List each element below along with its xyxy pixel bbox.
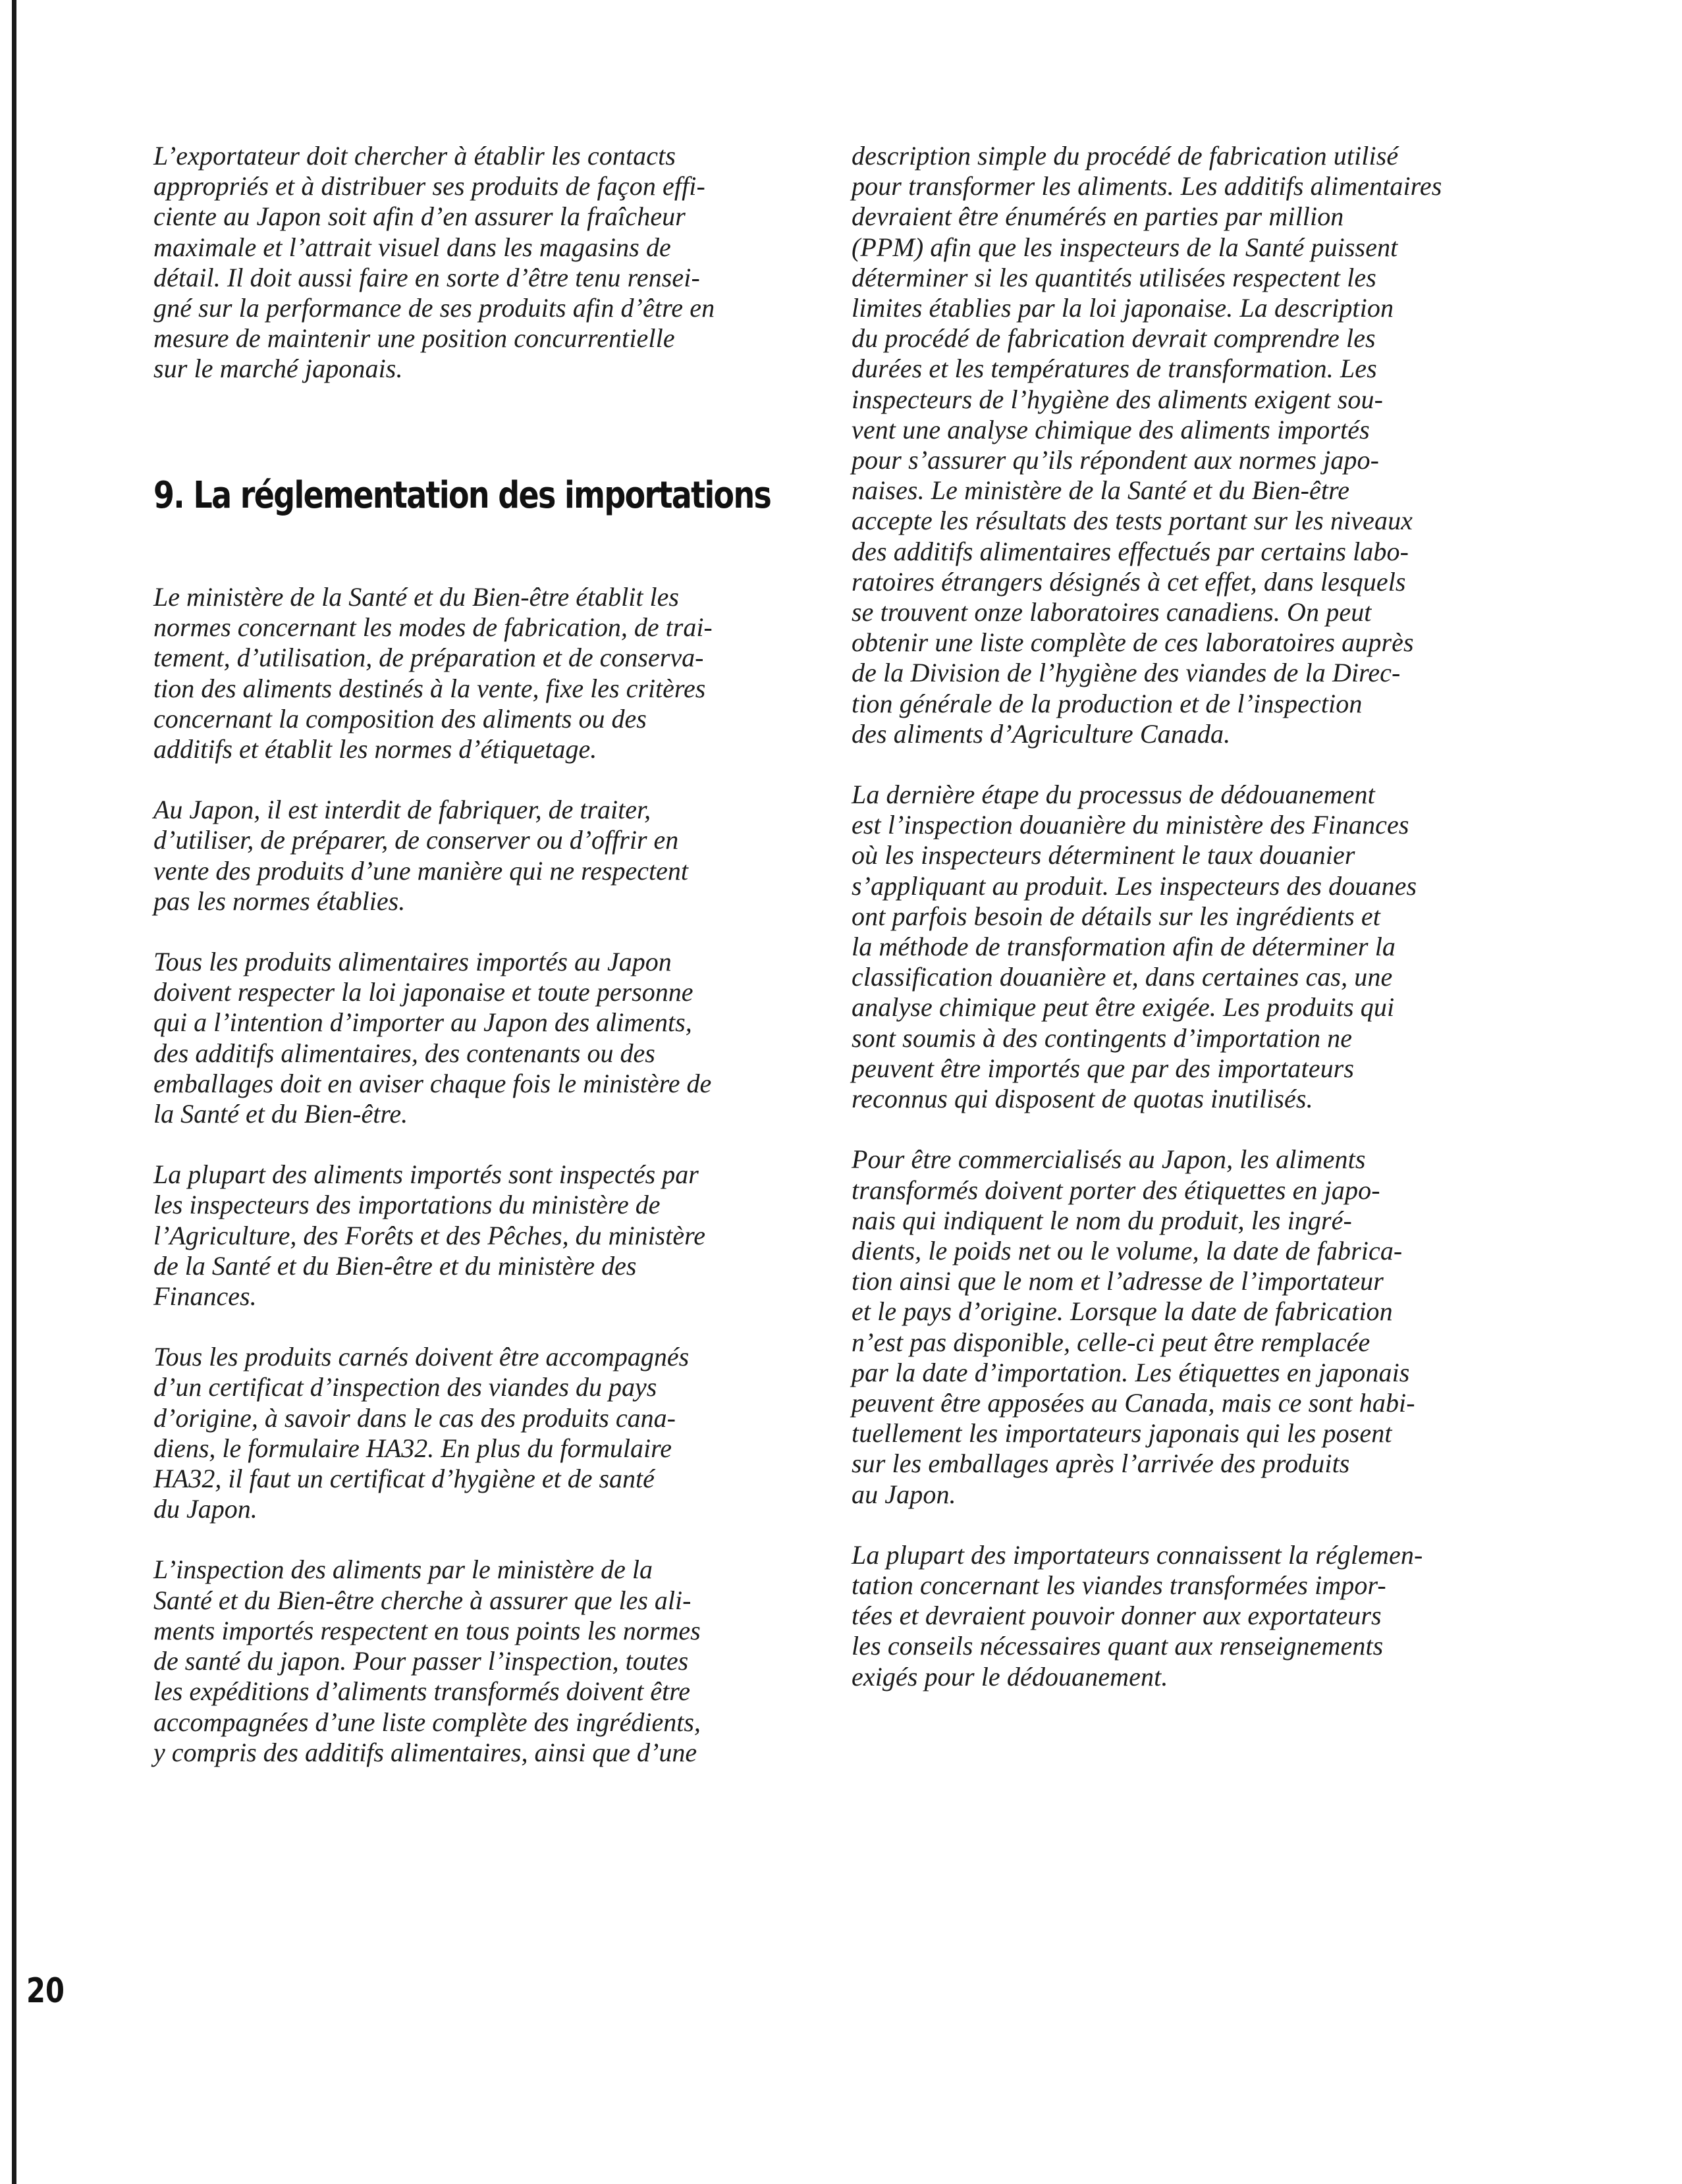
paragraph-inspection-agencies: La plupart des aliments importés sont inspectés par les inspecteurs des importations du ministère de l’Agriculture, des Forêts et des Pêches, du ministère de la Santé et du Bien-être et du ministère des Finances. — [153, 1159, 705, 1312]
paragraph-health-ministry-norms: Le ministère de la Santé et du Bien-être établit les normes concernant les modes de fabrication, de trai- tement, d’utilisation, de préparation et de conserva- tion des aliments destinés à la vente, fixe les critères concernant la composition des aliments ou des additifs et établit les normes d’étiquetage. — [153, 582, 713, 764]
page-number: 20 — [26, 1971, 65, 2011]
paragraph-food-inspection: L’inspection des aliments par le ministère de la Santé et du Bien-être cherche à assurer que les ali- ments importés respectent en tous points les normes de santé du japon. Pour passer l’inspection, toutes les expéditions d’aliments transformés doivent être accompagnées d’une liste complète des ingrédients, y compris des additifs alimentaires, ainsi que d’une — [153, 1555, 701, 1767]
page-frame-edge — [12, 0, 16, 2184]
paragraph-customs-inspection: La dernière étape du processus de dédouanement est l’inspection douanière du ministère des Finances où les inspecteurs déterminent le taux douanier s’appliquant au produit. Les inspecteurs des douanes ont parfois besoin de détails sur les ingrédients et la méthode de transformation afin de déterminer la classification douanière et, dans certaines cas, une analyse chimique peut être exigée. Les produits qui sont soumis à des contingents d’importation ne peuvent être importés que par des importateurs reconnus qui disposent de quotas inutilisés. — [852, 780, 1417, 1114]
paragraph-meat-certificate: Tous les produits carnés doivent être accompagnés d’un certificat d’inspection des viandes du pays d’origine, à savoir dans le cas des produits cana- diens, le formulaire HA32. En plus du formulaire HA32, il faut un certificat d’hygiène et de santé du Japon. — [153, 1342, 690, 1524]
paragraph-labelling: Pour être commercialisés au Japon, les aliments transformés doivent porter des étiquettes en japo- nais qui indiquent le nom du produit, les ingré- dients, le poids net ou le volume, la date de fabrica- tion ainsi que le nom et l’adresse de l’importateur et le pays d’origine. Lorsque la date de fabrication n’est pas disponible, celle-ci peut être remplacée par la date d’importation. Les étiquettes en japonais peuvent être apposées au Canada, mais ce sont habi- tuellement les importateurs japonais qui les posent sur les emballages après l’arrivée des produits au Japon. — [852, 1144, 1415, 1509]
intro-paragraph: L’exportateur doit chercher à établir les contacts appropriés et à distribuer ses produits de façon effi- ciente au Japon soit afin d’en assurer la fraîcheur maximale et l’attrait visuel dans les magasins de détail. Il doit aussi faire en sorte d’être tenu rensei- gné sur la performance de ses produits afin d’être en mesure de maintenir une position concurrentielle sur le marché japonais. — [153, 141, 715, 384]
paragraph-import-notification: Tous les produits alimentaires importés au Japon doivent respecter la loi japonaise et toute personne qui a l’intention d’importer au Japon des aliments, des additifs alimentaires, des contenants ou des emballages doit en aviser chaque fois le ministère de la Santé et du Bien-être. — [153, 947, 712, 1129]
paragraph-prohibition: Au Japon, il est interdit de fabriquer, de traiter, d’utiliser, de préparer, de conserver ou d’offrir en vente des produits d’une manière qui ne respectent pas les normes établies. — [153, 795, 688, 916]
right-column — [852, 141, 1540, 1722]
paragraph-fabrication-description: description simple du procédé de fabrication utilisé pour transformer les aliments. Les additifs alimentaires devraient être énumérés en parties par million (PPM) afin que les inspecteurs de la Santé puissent déterminer si les quantités utilisées respectent les limites établies par la loi japonaise. La description du procédé de fabrication devrait comprendre les durées et les températures de transformation. Les inspecteurs de l’hygiène des aliments exigent sou- vent une analyse chimique des aliments importés pour s’assurer qu’ils répondent aux normes japo- naises. Le ministère de la Santé et du Bien-être accepte les résultats des tests portant sur les niveaux des additifs alimentaires effectués par certains labo- ratoires étrangers désignés à cet effet, dans lesquels se trouvent onze laboratoires canadiens. On peut obtenir une liste complète de ces laboratoires auprès de la Division de l’hygiène des viandes de la Direc- tion générale de la production et de l’inspection des aliments d’Agriculture Canada. — [852, 141, 1442, 749]
section-title: 9. La réglementation des importations — [153, 474, 771, 517]
left-column-body — [153, 582, 812, 1798]
left-column-top — [153, 141, 812, 415]
paragraph-importers-knowledge: La plupart des importateurs connaissent la réglemen- tation concernant les viandes transformées impor- tées et devraient pouvoir donner aux exportateurs les conseils nécessaires quant aux renseignements exigés pour le dédouanement. — [852, 1539, 1423, 1691]
